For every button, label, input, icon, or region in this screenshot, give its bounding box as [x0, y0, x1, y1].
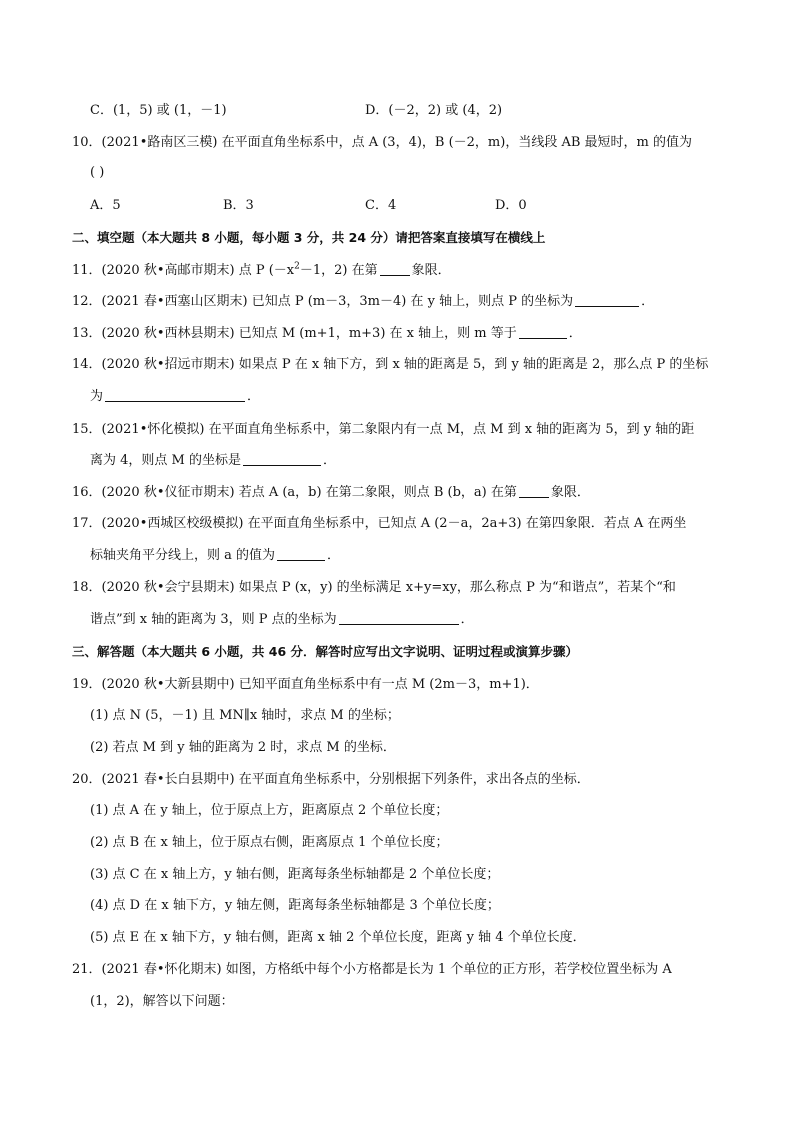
- q14-post2: ．: [247, 389, 261, 404]
- q20-part-4: (4) 点 D 在 x 轴下方，y 轴左侧，距离每条坐标轴都是 3 个单位长度；: [90, 898, 500, 913]
- q10-option-a: A．5: [90, 198, 121, 213]
- q13-answer-blank[interactable]: [519, 324, 567, 339]
- q11-pre: 11．(2020 秋•高邮市期末) 点 P (－x: [72, 263, 295, 278]
- q11-sup: 2: [294, 261, 300, 272]
- q20-stem: 20．(2021 春•长白县期中) 在平面直角坐标系中，分别根据下列条件，求出各点的坐标．: [72, 772, 590, 787]
- q14-stem: 14．(2020 秋•招远市期末) 如果点 P 在 x 轴下方，到 x 轴的距离是 5，到 y 轴的距离是 2，那么点 P 的坐标: [72, 357, 709, 372]
- q16-pre: 16．(2020 秋•仪征市期末) 若点 A (a，b) 在第二象限，则点 B (b，a) 在第: [72, 485, 517, 500]
- q9-option-c: C．(1，5) 或 (1，－1): [90, 103, 227, 118]
- q16-answer-blank[interactable]: [519, 483, 549, 498]
- q17-line2: [90, 546, 794, 566]
- q18-post2: ．: [460, 612, 474, 627]
- q19-part-1: (1) 点 N (5，－1) 且 MN∥x 轴时，求点 M 的坐标；: [90, 708, 400, 723]
- q17-answer-blank[interactable]: [277, 546, 325, 561]
- q10-option-c: C．4: [365, 198, 397, 213]
- q21-line2: (1，2)，解答以下问题：: [90, 994, 234, 1009]
- q17-stem: 17．(2020•西城区校级模拟) 在平面直角坐标系中，已知点 A (2－a，2a+3) 在第四象限．若点 A 在两坐: [72, 516, 687, 531]
- q9-option-d: D．(－2，2) 或 (4，2): [365, 103, 503, 118]
- q17-pre2: 标轴夹角平分线上，则 a 的值为: [90, 548, 276, 563]
- q18-pre2: 谐点”到 x 轴的距离为 3，则 P 点的坐标为: [90, 612, 337, 627]
- q11-post: 象限．: [411, 263, 451, 278]
- q20-part-3: (3) 点 C 在 x 轴上方，y 轴右侧，距离每条坐标轴都是 2 个单位长度；: [90, 867, 500, 882]
- section-2-heading: 二、填空题（本大题共 8 小题，每小题 3 分，共 24 分）请把答案直接填写在横线上: [72, 230, 546, 245]
- q21-stem: 21．(2021 春•怀化期末) 如图，方格纸中每个小方格都是长为 1 个单位的正方形，若学校位置坐标为 A: [72, 962, 672, 977]
- q16-post: 象限．: [550, 485, 590, 500]
- q20-part-1: (1) 点 A 在 y 轴上，位于原点上方，距离原点 2 个单位长度；: [90, 803, 449, 818]
- q18-line2: [90, 610, 794, 630]
- q10-option-b: B．3: [223, 198, 254, 213]
- q17-post2: ．: [327, 548, 341, 563]
- q15-pre2: 离为 4，则点 M 的坐标是: [90, 453, 241, 468]
- q20-part-5: (5) 点 E 在 x 轴下方，y 轴右侧，距离 x 轴 2 个单位长度，距离 y 轴 4 个单位长度．: [90, 930, 586, 945]
- q11: [72, 261, 794, 281]
- q19-stem: 19．(2020 秋•大新县期中) 已知平面直角坐标系中有一点 M (2m－3，m+1)．: [72, 677, 539, 692]
- q15-post2: ．: [322, 453, 336, 468]
- q18-answer-blank[interactable]: [339, 610, 459, 625]
- q15-line2: [90, 451, 794, 471]
- q11-mid: －1，2) 在第: [299, 263, 378, 278]
- q12-pre: 12．(2021 春•西塞山区期末) 已知点 P (m－3，3m－4) 在 y 轴上，则点 P 的坐标为: [72, 294, 574, 309]
- q14-line2: [90, 387, 794, 407]
- q11-answer-blank[interactable]: [380, 261, 410, 276]
- q15-answer-blank[interactable]: [243, 451, 321, 466]
- q13: [72, 324, 794, 344]
- q19-part-2: (2) 若点 M 到 y 轴的距离为 2 时，求点 M 的坐标．: [90, 740, 396, 755]
- q10-options-row: [0, 196, 794, 216]
- q15-stem: 15．(2021•怀化模拟) 在平面直角坐标系中，第二象限内有一点 M，点 M 到 x 轴的距离为 5，到 y 轴的距: [72, 422, 695, 437]
- q10-stem: 10．(2021•路南区三模) 在平面直角坐标系中，点 A (3，4)，B (－2，m)，当线段 AB 最短时，m 的值为: [72, 135, 693, 150]
- q13-pre: 13．(2020 秋•西林县期末) 已知点 M (m+1，m+3) 在 x 轴上，则 m 等于: [72, 326, 517, 341]
- q20-part-2: (2) 点 B 在 x 轴上，位于原点右侧，距离原点 1 个单位长度；: [90, 835, 449, 850]
- q13-post: ．: [568, 326, 582, 341]
- q14-answer-blank[interactable]: [105, 387, 245, 402]
- q14-pre2: 为: [90, 389, 104, 404]
- q10-option-d: D．0: [495, 198, 527, 213]
- q12: [72, 292, 794, 312]
- q12-answer-blank[interactable]: [575, 292, 639, 307]
- q10-paren: ( ): [90, 165, 105, 180]
- q16: [72, 483, 794, 503]
- q9-options-row: [0, 101, 794, 121]
- q12-post: ．: [641, 294, 655, 309]
- section-3-heading: 三、解答题（本大题共 6 小题，共 46 分．解答时应写出文字说明、证明过程或演算步骤）: [72, 644, 579, 659]
- q18-stem: 18．(2020 秋•会宁县期末) 如果点 P (x，y) 的坐标满足 x+y=xy，那么称点 P 为“和谐点”，若某个“和: [72, 580, 676, 595]
